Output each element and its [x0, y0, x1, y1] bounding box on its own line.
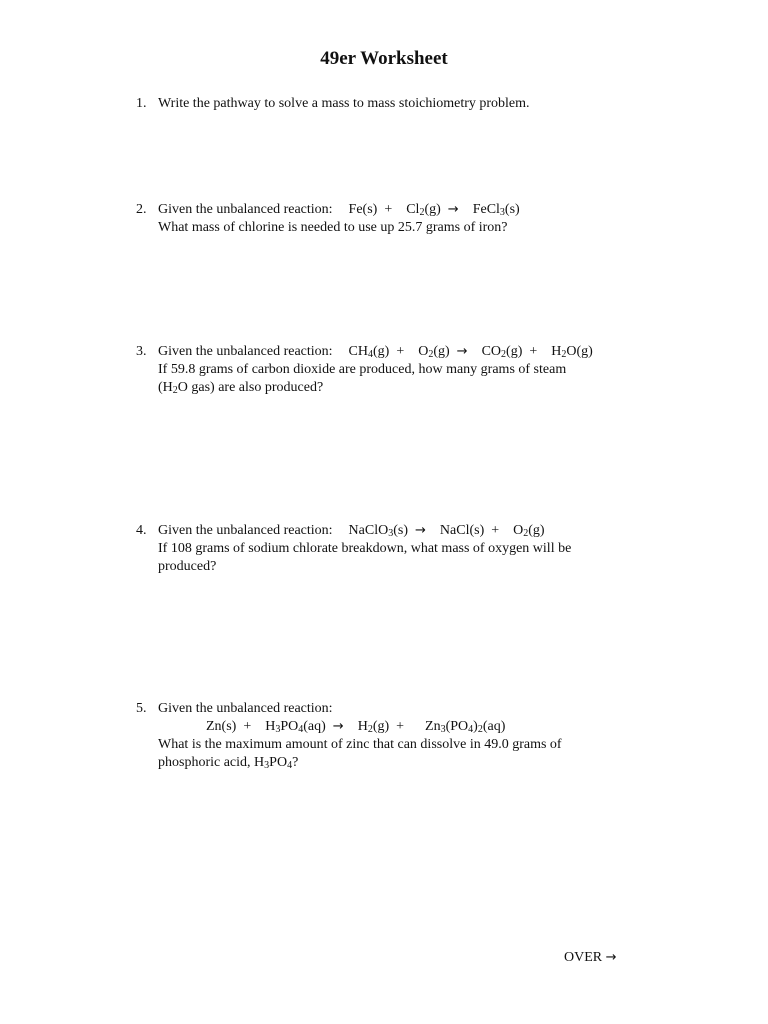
- question-number: 3.: [136, 344, 147, 359]
- reaction-intro: Given the unbalanced reaction:: [158, 202, 333, 217]
- chemical-equation: NaClO$_3$(s) → NaCl(s) + $O_2(g)$: [348, 523, 545, 539]
- question-text: If 59.8 grams of carbon dioxide are produced, how many grams of steam: [158, 362, 567, 377]
- question-text-continued: ($H_2O$ gas) are also produced?: [158, 380, 324, 396]
- question-1: [136, 95, 636, 113]
- right-arrow-icon: →: [332, 719, 344, 734]
- question-text: What mass of chlorine is needed to use up 25.7 grams of iron?: [158, 220, 508, 235]
- question-text: What is the maximum amount of zinc that can dissolve in 49.0 grams of: [158, 737, 562, 752]
- right-arrow-icon: →: [415, 523, 426, 538]
- chemical-equation: Fe(s) + $Cl_2(g)$ → FeCl$_3$(s): [348, 202, 520, 218]
- question-3: [136, 343, 636, 397]
- reaction-line: [158, 522, 636, 540]
- question-2: [136, 201, 636, 237]
- chemical-equation: Zn(s) + $H_3PO_4(aq)$ → $H_2(g)$ + $Zn_3(PO_4)_2(aq)$: [206, 719, 506, 735]
- question-5: [136, 700, 636, 772]
- worksheet-title: 49er Worksheet: [320, 48, 448, 69]
- reaction-intro: Given the unbalanced reaction:: [158, 701, 333, 716]
- question-number: 2.: [136, 202, 147, 217]
- reaction-line: [158, 343, 636, 361]
- reaction-line: [158, 201, 636, 219]
- question-number: 4.: [136, 523, 147, 538]
- right-arrow-icon: →: [605, 950, 617, 965]
- question-number: 1.: [136, 96, 147, 111]
- question-text-continued: produced?: [158, 559, 217, 574]
- question-4: [136, 522, 636, 576]
- chemical-equation: $CH_4(g)$ + $O_2(g)$ → $CO_2(g)$ + $H_2O(g)$: [348, 344, 593, 360]
- question-text: Write the pathway to solve a mass to mass stoichiometry problem.: [158, 96, 530, 111]
- question-text-continued: phosphoric acid, $H_3PO_4$?: [158, 755, 299, 771]
- question-number: 5.: [136, 701, 147, 716]
- right-arrow-icon: →: [456, 344, 468, 359]
- over-label: OVER: [564, 950, 603, 965]
- over-indicator: [564, 950, 617, 966]
- reaction-intro: Given the unbalanced reaction:: [158, 344, 333, 359]
- question-text: If 108 grams of sodium chlorate breakdown, what mass of oxygen will be: [158, 541, 572, 556]
- reaction-intro: Given the unbalanced reaction:: [158, 523, 333, 538]
- right-arrow-icon: →: [447, 202, 459, 217]
